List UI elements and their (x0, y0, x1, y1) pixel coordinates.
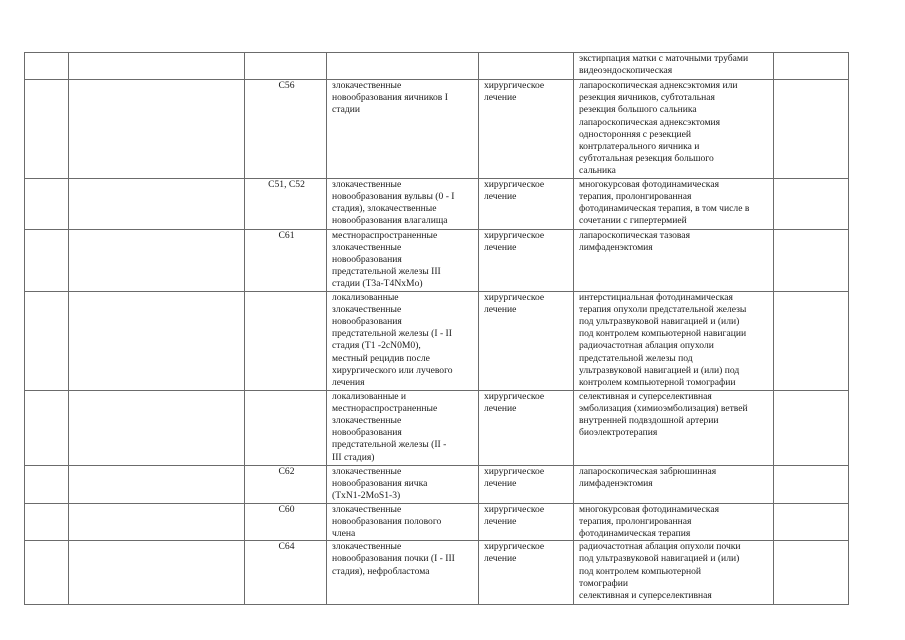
table-row (25, 291, 849, 390)
diagnosis-line: злокачественные (332, 503, 402, 515)
diagnosis-line: местнораспространенные (332, 402, 438, 414)
table-body (25, 53, 849, 605)
table-row (25, 80, 849, 179)
diagnosis-line: злокачественные (332, 541, 402, 553)
method-line: субтотальная резекция большого (579, 153, 714, 165)
extra-cell (774, 229, 849, 291)
profile-cell (69, 503, 245, 541)
method-line: лапароскопическая тазовая (579, 229, 690, 241)
extra-cell (774, 465, 849, 503)
method-line: терапия, пролонгированная (579, 190, 692, 202)
diagnosis-line: местный рецидив после (332, 352, 430, 364)
method-line: видеоэндоскопическая (579, 65, 673, 77)
diagnosis-line: члена (332, 528, 356, 540)
diagnosis-line: новообразования (332, 254, 402, 266)
extra-cell (774, 53, 849, 80)
diagnosis-line: злокачественные (332, 241, 402, 253)
diagnosis-line: предстательной железы III (332, 266, 441, 278)
row-number-cell (25, 503, 69, 541)
treatment-line: хирургическое (484, 178, 545, 190)
extra-cell (774, 178, 849, 229)
diagnosis-line: новообразования яичников I (332, 92, 448, 104)
diagnosis-cell (327, 53, 479, 80)
treatment-method-cell (574, 465, 774, 503)
table-row (25, 178, 849, 229)
method-line: фотодинамическая терапия, в том числе в (579, 203, 750, 215)
method-line: терапия, пролонгированная (579, 515, 692, 527)
diagnosis-line: злокачественные (332, 178, 402, 190)
treatment-method-cell (574, 53, 774, 80)
diagnosis-cell (327, 178, 479, 229)
diagnosis-line: злокачественные (332, 465, 402, 477)
profile-cell (69, 229, 245, 291)
diagnosis-cell (327, 541, 479, 605)
diagnosis-line: стадия), злокачественные (332, 203, 437, 215)
diagnosis-line: предстательной железы (I - II (332, 328, 452, 340)
treatment-line: хирургическое (484, 291, 545, 303)
diagnosis-line: новообразования полового (332, 515, 442, 527)
method-line: сальника (579, 165, 616, 177)
diagnosis-code-cell: C64 (245, 541, 327, 605)
method-line: контролем компьютерной томографии (579, 377, 736, 389)
diagnosis-line: новообразования влагалища (332, 215, 448, 227)
method-line: фотодинамическая терапия (579, 528, 691, 540)
table-row (25, 541, 849, 605)
profile-cell (69, 291, 245, 390)
treatment-type-cell (479, 503, 574, 541)
diagnosis-code-cell (245, 390, 327, 465)
profile-cell (69, 390, 245, 465)
table-row (25, 390, 849, 465)
method-line: ультразвуковой навигацией и (или) под (579, 364, 740, 376)
treatment-method-cell (574, 291, 774, 390)
method-line: биоэлектротерапия (579, 427, 658, 439)
treatment-type-cell (479, 53, 574, 80)
treatment-line: хирургическое (484, 503, 545, 515)
method-line: под контролем компьютерной навигации (579, 328, 747, 340)
table-row (25, 503, 849, 541)
method-line: предстательной железы под (579, 352, 693, 364)
treatment-method-cell (574, 541, 774, 605)
diagnosis-line: локализованные и (332, 390, 407, 402)
row-number-cell (25, 390, 69, 465)
diagnosis-line: злокачественные (332, 303, 402, 315)
treatment-line: лечение (484, 477, 517, 489)
diagnosis-line: новообразования (332, 427, 402, 439)
extra-cell (774, 503, 849, 541)
treatment-line: хирургическое (484, 390, 545, 402)
row-number-cell (25, 541, 69, 605)
method-line: лапароскопическая аднексэктомия (579, 116, 721, 128)
extra-cell (774, 80, 849, 179)
method-line: резекция яичников, субтотальная (579, 92, 715, 104)
row-number-cell (25, 291, 69, 390)
method-line: лимфаденэктомия (579, 241, 653, 253)
treatment-method-cell (574, 178, 774, 229)
diagnosis-line: стадия), нефробластома (332, 565, 430, 577)
diagnosis-line: злокачественные (332, 415, 402, 427)
treatment-line: хирургическое (484, 229, 545, 241)
method-line: терапия опухоли предстательной железы (579, 303, 747, 315)
row-number-cell (25, 80, 69, 179)
profile-cell (69, 53, 245, 80)
method-line: многокурсовая фотодинамическая (579, 503, 719, 515)
treatment-type-cell (479, 229, 574, 291)
diagnosis-line: новообразования яичка (332, 477, 428, 489)
method-line: многокурсовая фотодинамическая (579, 178, 719, 190)
diagnosis-line: новообразования (332, 316, 402, 328)
profile-cell (69, 80, 245, 179)
treatment-line: хирургическое (484, 80, 545, 91)
diagnosis-code-cell: C61 (245, 229, 327, 291)
diagnosis-cell (327, 291, 479, 390)
diagnosis-code-cell: C51, C52 (245, 178, 327, 229)
table-row (25, 229, 849, 291)
method-line: экстирпация матки с маточными трубами (579, 53, 749, 64)
treatment-type-cell (479, 465, 574, 503)
method-line: контрлатерального яичника и (579, 141, 700, 153)
treatment-type-cell (479, 541, 574, 605)
treatment-methods-table (24, 52, 849, 605)
treatment-method-cell (574, 229, 774, 291)
method-line: под ультразвуковой навигацией и (или) (579, 316, 740, 328)
treatment-line: лечение (484, 190, 517, 202)
row-number-cell (25, 229, 69, 291)
diagnosis-line: стадия (T1 -2cN0M0), (332, 340, 421, 352)
method-line: односторонняя с резекцией (579, 128, 691, 140)
diagnosis-cell (327, 229, 479, 291)
diagnosis-line: III стадия) (332, 451, 375, 463)
diagnosis-code-cell: C62 (245, 465, 327, 503)
method-line: интерстициальная фотодинамическая (579, 291, 733, 303)
diagnosis-code-cell (245, 53, 327, 80)
treatment-line: лечение (484, 303, 517, 315)
diagnosis-cell (327, 465, 479, 503)
treatment-type-cell (479, 291, 574, 390)
profile-cell (69, 541, 245, 605)
row-number-cell (25, 178, 69, 229)
treatment-line: хирургическое (484, 541, 545, 553)
table-row (25, 465, 849, 503)
method-line: под ультразвуковой навигацией и (или) (579, 553, 740, 565)
treatment-line: лечение (484, 515, 517, 527)
extra-cell (774, 291, 849, 390)
diagnosis-code-cell: C56 (245, 80, 327, 179)
diagnosis-line: локализованные (332, 291, 399, 303)
method-line: лимфаденэктомия (579, 477, 653, 489)
method-line: под контролем компьютерной (579, 565, 702, 577)
diagnosis-line: местнораспространенные (332, 229, 438, 241)
treatment-method-cell (574, 503, 774, 541)
extra-cell (774, 390, 849, 465)
method-line: селективная и суперселективная (579, 390, 712, 402)
row-number-cell (25, 465, 69, 503)
method-line: сочетании с гипертермией (579, 215, 687, 227)
treatment-method-cell (574, 390, 774, 465)
treatment-type-cell (479, 80, 574, 179)
diagnosis-code-cell: C60 (245, 503, 327, 541)
method-line: лапароскопическая аднексэктомия или (579, 80, 738, 91)
method-line: внутренней подвздошной артерии (579, 415, 719, 427)
method-line: селективная и суперселективная (579, 590, 712, 602)
diagnosis-line: злокачественные (332, 80, 402, 91)
treatment-line: лечение (484, 553, 517, 565)
diagnosis-line: новообразования вульвы (0 - I (332, 190, 455, 202)
diagnosis-code-cell (245, 291, 327, 390)
diagnosis-cell (327, 503, 479, 541)
treatment-method-cell (574, 80, 774, 179)
diagnosis-cell (327, 390, 479, 465)
diagnosis-line: предстательной железы (II - (332, 439, 447, 451)
method-line: радиочастотная аблация опухоли (579, 340, 714, 352)
extra-cell (774, 541, 849, 605)
profile-cell (69, 465, 245, 503)
profile-cell (69, 178, 245, 229)
row-number-cell (25, 53, 69, 80)
diagnosis-line: лечения (332, 377, 365, 389)
diagnosis-line: новообразования почки (I - III (332, 553, 455, 565)
diagnosis-line: стадии (332, 104, 360, 116)
method-line: радиочастотная аблация опухоли почки (579, 541, 741, 553)
treatment-line: лечение (484, 402, 517, 414)
treatment-type-cell (479, 178, 574, 229)
treatment-line: лечение (484, 241, 517, 253)
method-line: лапароскопическая забрюшинная (579, 465, 717, 477)
diagnosis-cell (327, 80, 479, 179)
diagnosis-line: хирургического или лучевого (332, 364, 453, 376)
method-line: томографии (579, 577, 629, 589)
treatment-line: хирургическое (484, 465, 545, 477)
treatment-line: лечение (484, 92, 517, 104)
diagnosis-line: стадии (T3a-T4NxMo) (332, 278, 423, 290)
treatment-type-cell (479, 390, 574, 465)
method-line: эмболизация (химиоэмболизация) ветвей (579, 402, 748, 414)
diagnosis-line: (TxN1-2MoS1-3) (332, 490, 401, 502)
method-line: резекция большого сальника (579, 104, 697, 116)
table-row (25, 53, 849, 80)
